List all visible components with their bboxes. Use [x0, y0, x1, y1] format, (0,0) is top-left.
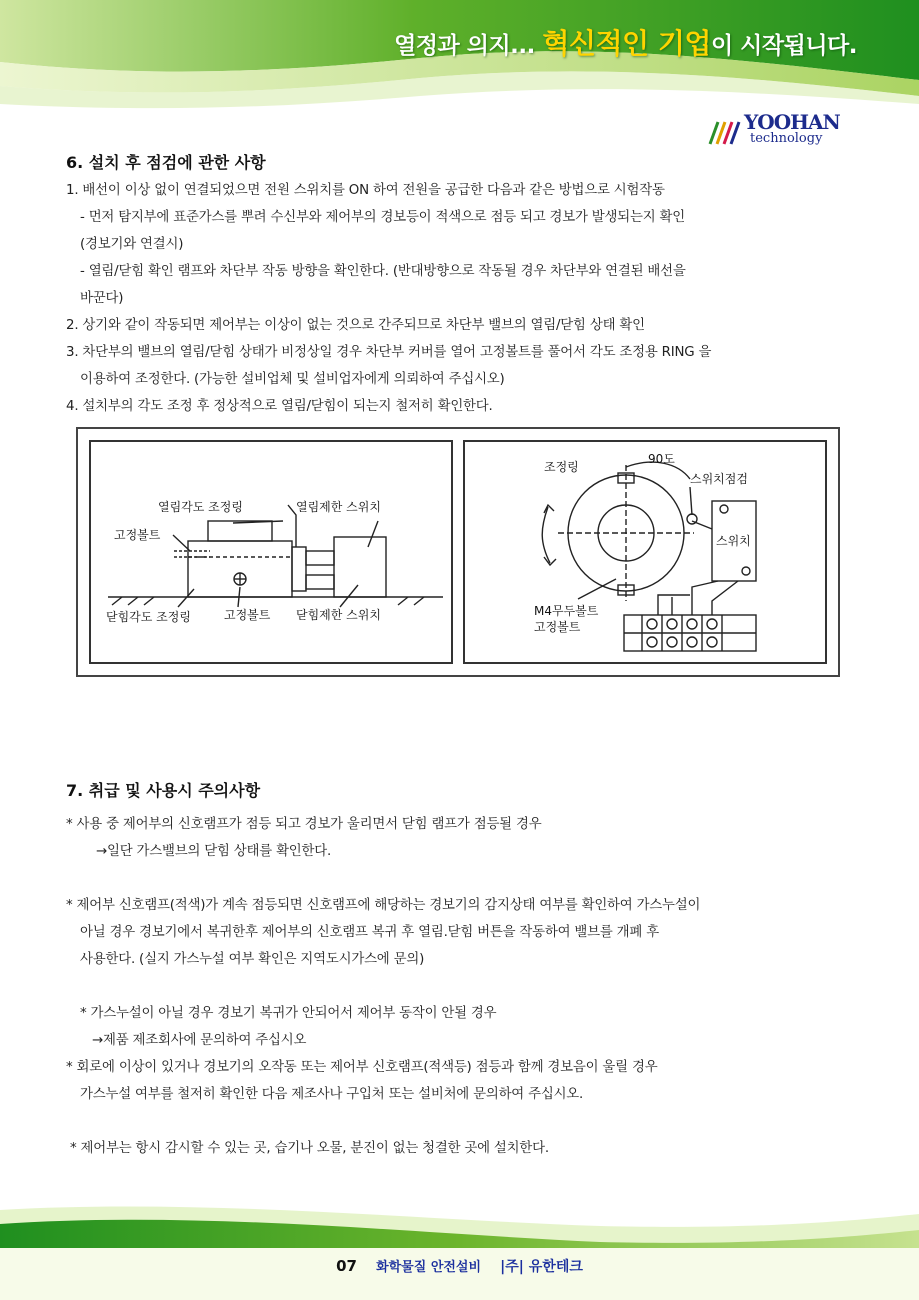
s7-line: →일단 가스밸브의 닫힘 상태를 확인한다. — [96, 844, 332, 859]
spacer — [66, 1108, 866, 1135]
label-bolt-left: 고정볼트 — [114, 528, 161, 542]
s7-line: * 가스누설이 아닐 경우 경보기 복귀가 안되어서 제어부 동작이 안될 경우 — [80, 1006, 497, 1021]
label-fix-bolt: 고정볼트 — [534, 620, 581, 634]
spacer — [66, 973, 866, 1000]
s7-line: 가스누설 여부를 철저히 확인한 다음 제조사나 구입처 또는 설비처에 문의하여 주십시오. — [80, 1087, 584, 1102]
page-number: 07 — [336, 1257, 357, 1275]
label-ring: 조정링 — [544, 460, 579, 474]
footer-wave-graphic — [0, 1190, 919, 1300]
s7-line: * 회로에 이상이 있거나 경보기의 오작동 또는 제어부 신호램프(적색등) 점등과 함께 경보음이 울릴 경우 — [66, 1060, 658, 1075]
s7-line: →제품 제조회사에 문의하여 주십시오 — [92, 1033, 307, 1048]
footer-text — [0, 1256, 919, 1276]
installation-diagram — [76, 427, 840, 677]
slogan-post: 이 시작됩니다. — [710, 33, 857, 59]
s6-line: 2. 상기와 같이 작동되면 제어부는 이상이 없는 것으로 간주되므로 차단부 밸브의 열림/닫힘 상태 확인 — [66, 318, 645, 333]
actuator-drawing — [108, 505, 443, 607]
s7-line: 사용한다. (실지 가스누설 여부 확인은 지역도시가스에 문의) — [80, 952, 425, 967]
label-switch: 스위치 — [716, 534, 751, 548]
s6-line: - 먼저 탐지부에 표준가스를 뿌려 수신부와 제어부의 경보등이 적색으로 점등 되고 경보가 발생되는지 확인 — [80, 210, 685, 225]
section-7-title: 7. 취급 및 사용시 주의사항 — [66, 781, 261, 800]
section-6 — [66, 150, 866, 420]
slogan-pre: 열정과 의지... — [394, 33, 543, 59]
label-close-switch: 닫힘제한 스위치 — [296, 608, 381, 622]
section-6-title: 6. 설치 후 점검에 관한 사항 — [66, 153, 266, 172]
footer-banner — [0, 1190, 919, 1300]
label-bolt-bottom: 고정볼트 — [224, 608, 271, 622]
logo-word: YOOHAN — [744, 110, 840, 134]
diagram-drawing — [78, 429, 838, 675]
company-logo — [706, 110, 856, 150]
header-slogan — [394, 22, 857, 62]
footer-label: 화학물질 안전설비 — [376, 1260, 482, 1275]
label-angle: 90도 — [648, 452, 675, 466]
label-open-switch: 열림제한 스위치 — [296, 500, 381, 514]
label-open-ring: 열림각도 조정링 — [158, 500, 243, 514]
s7-line: * 제어부는 항시 감시할 수 있는 곳, 습기나 오물, 분진이 없는 청결한 곳에 설치한다. — [70, 1141, 549, 1156]
s6-line: 이용하여 조정한다. (가능한 설비업체 및 설비업자에게 의뢰하여 주십시오) — [80, 372, 505, 387]
section-7 — [66, 778, 866, 1162]
s6-line: (경보기와 연결시) — [80, 237, 184, 252]
label-m4-bolt: M4무두볼트 — [534, 604, 599, 618]
footer-company: |주| 유한테크 — [500, 1259, 583, 1275]
s7-line: * 제어부 신호램프(적색)가 계속 점등되면 신호램프에 해당하는 경보기의 감지상태 여부를 확인하여 가스누설이 — [66, 898, 701, 913]
header-banner — [0, 0, 919, 120]
spacer — [66, 865, 866, 892]
label-close-ring: 닫힘각도 조정링 — [106, 610, 191, 624]
s6-line: 4. 설치부의 각도 조정 후 정상적으로 열림/닫힘이 되는지 철저히 확인한다. — [66, 399, 493, 414]
section-6-body — [66, 177, 866, 420]
s7-line: 아닐 경우 경보기에서 복귀한후 제어부의 신호램프 복귀 후 열림.닫힘 버튼을 작동하여 밸브를 개폐 후 — [80, 925, 659, 940]
logo-subtext: technology — [750, 131, 823, 146]
label-switch-check: 스위치점검 — [690, 472, 748, 486]
s6-line: 1. 배선이 이상 없이 연결되었으면 전원 스위치를 ON 하여 전원을 공급한 다음과 같은 방법으로 시험작동 — [66, 183, 665, 198]
logo-stripes-icon — [706, 116, 744, 146]
s7-line: * 사용 중 제어부의 신호램프가 점등 되고 경보가 울리면서 닫힘 램프가 점등될 경우 — [66, 817, 542, 832]
s6-line: 3. 차단부의 밸브의 열림/닫힘 상태가 비정상일 경우 차단부 커버를 열어 고정볼트를 풀어서 각도 조정용 RING 을 — [66, 345, 712, 360]
slogan-highlight: 혁신적인 기업 — [542, 27, 711, 60]
s6-line: 바꾼다) — [80, 291, 124, 306]
s6-line: - 열림/닫힘 확인 램프와 차단부 작동 방향을 확인한다. (반대방향으로 작동될 경우 차단부와 연결된 배선을 — [80, 264, 686, 279]
